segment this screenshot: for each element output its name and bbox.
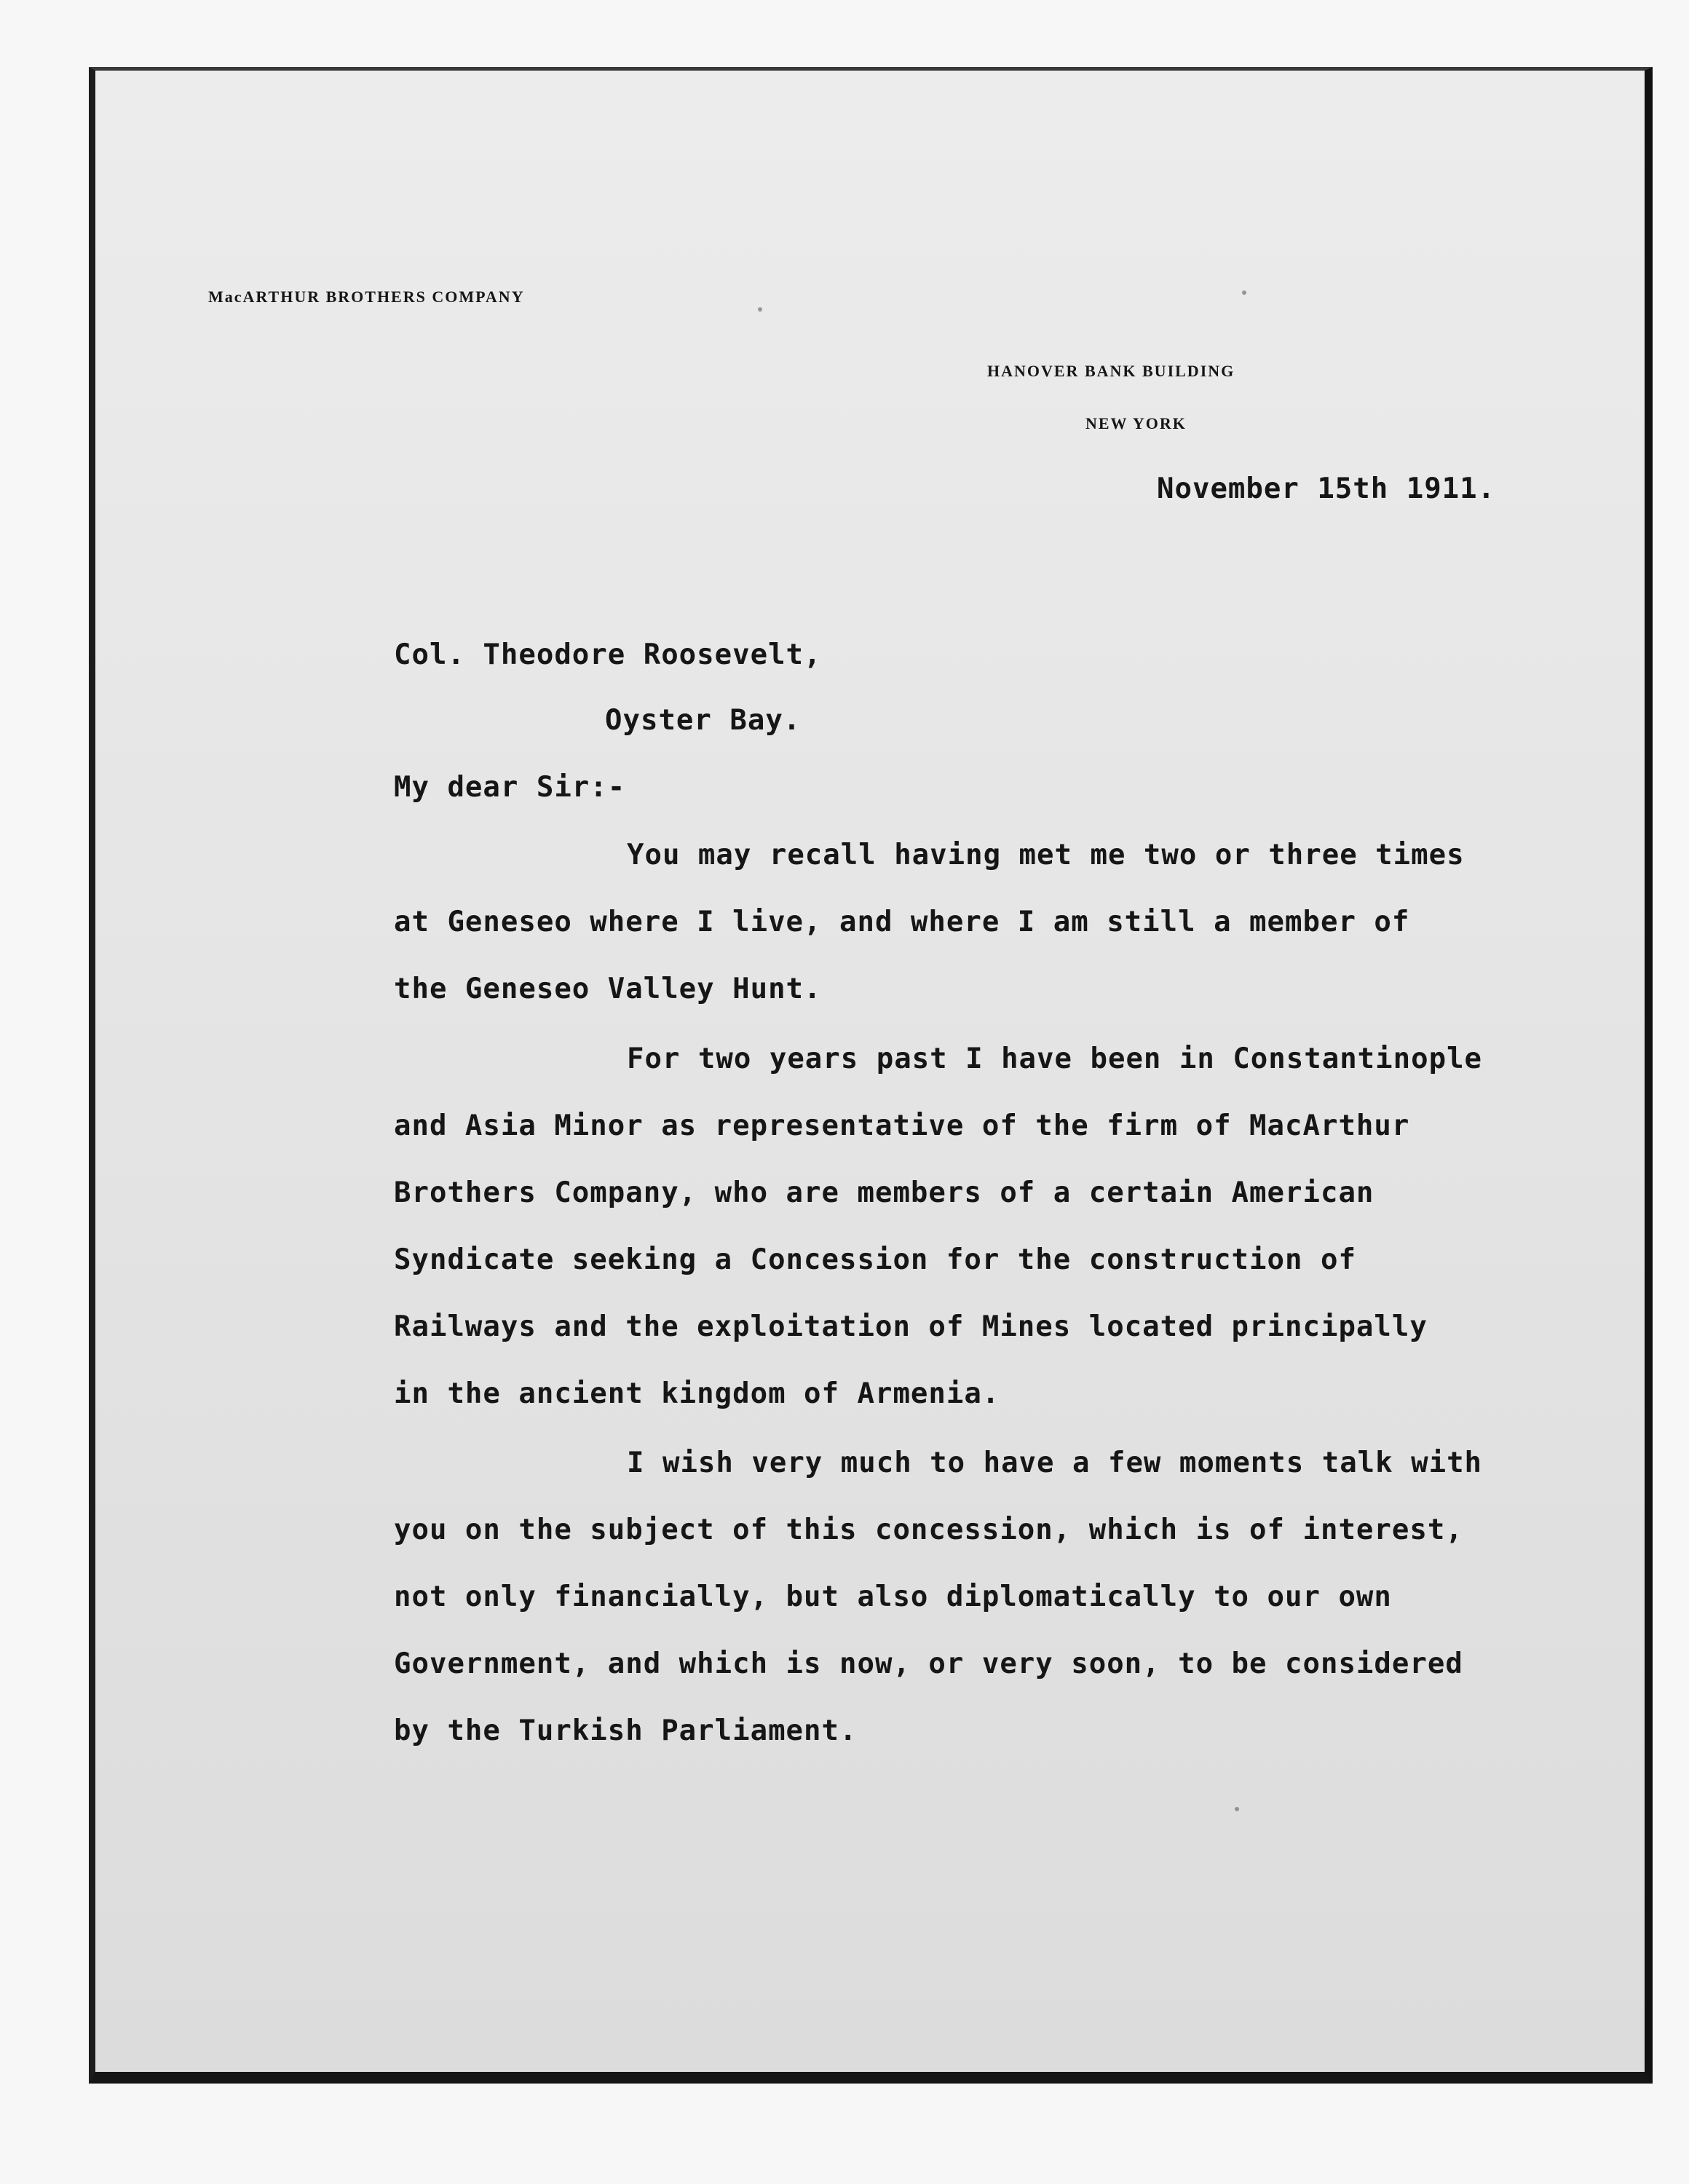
body-line: the Geneseo Valley Hunt.	[394, 973, 822, 1005]
body-line: and Asia Minor as representative of the firm of MacArthur	[394, 1109, 1410, 1142]
letter-page	[89, 67, 1653, 2084]
body-line: Government, and which is now, or very soon, to be considered	[394, 1647, 1463, 1680]
paper-speck	[1242, 290, 1246, 295]
letterhead-city: NEW YORK	[1085, 414, 1187, 432]
body-line: you on the subject of this concession, which is of interest,	[394, 1514, 1463, 1546]
body-line: I wish very much to have a few moments talk with	[627, 1447, 1483, 1479]
body-line: by the Turkish Parliament.	[394, 1714, 858, 1747]
addressee-place: Oyster Bay.	[605, 704, 802, 737]
paper-speck	[1235, 1807, 1239, 1811]
body-line: at Geneseo where I live, and where I am still a member of	[394, 906, 1410, 938]
body-line: Syndicate seeking a Concession for the construction of	[394, 1243, 1356, 1276]
body-line: Railways and the exploitation of Mines located principally	[394, 1310, 1428, 1343]
letterhead-building: HANOVER BANK BUILDING	[987, 362, 1235, 380]
paper-speck	[758, 307, 762, 312]
body-line: For two years past I have been in Constantinople	[627, 1042, 1483, 1075]
body-line: in the ancient kingdom of Armenia.	[394, 1377, 1000, 1410]
body-line: not only financially, but also diplomatically to our own	[394, 1580, 1392, 1613]
salutation: My dear Sir:-	[394, 771, 626, 804]
letter-date: November 15th 1911.	[1157, 472, 1496, 505]
letterhead-company: MacARTHUR BROTHERS COMPANY	[208, 288, 525, 306]
addressee-name: Col. Theodore Roosevelt,	[394, 638, 822, 671]
body-line: Brothers Company, who are members of a certain American	[394, 1176, 1374, 1209]
body-line: You may recall having met me two or three times	[627, 839, 1465, 871]
